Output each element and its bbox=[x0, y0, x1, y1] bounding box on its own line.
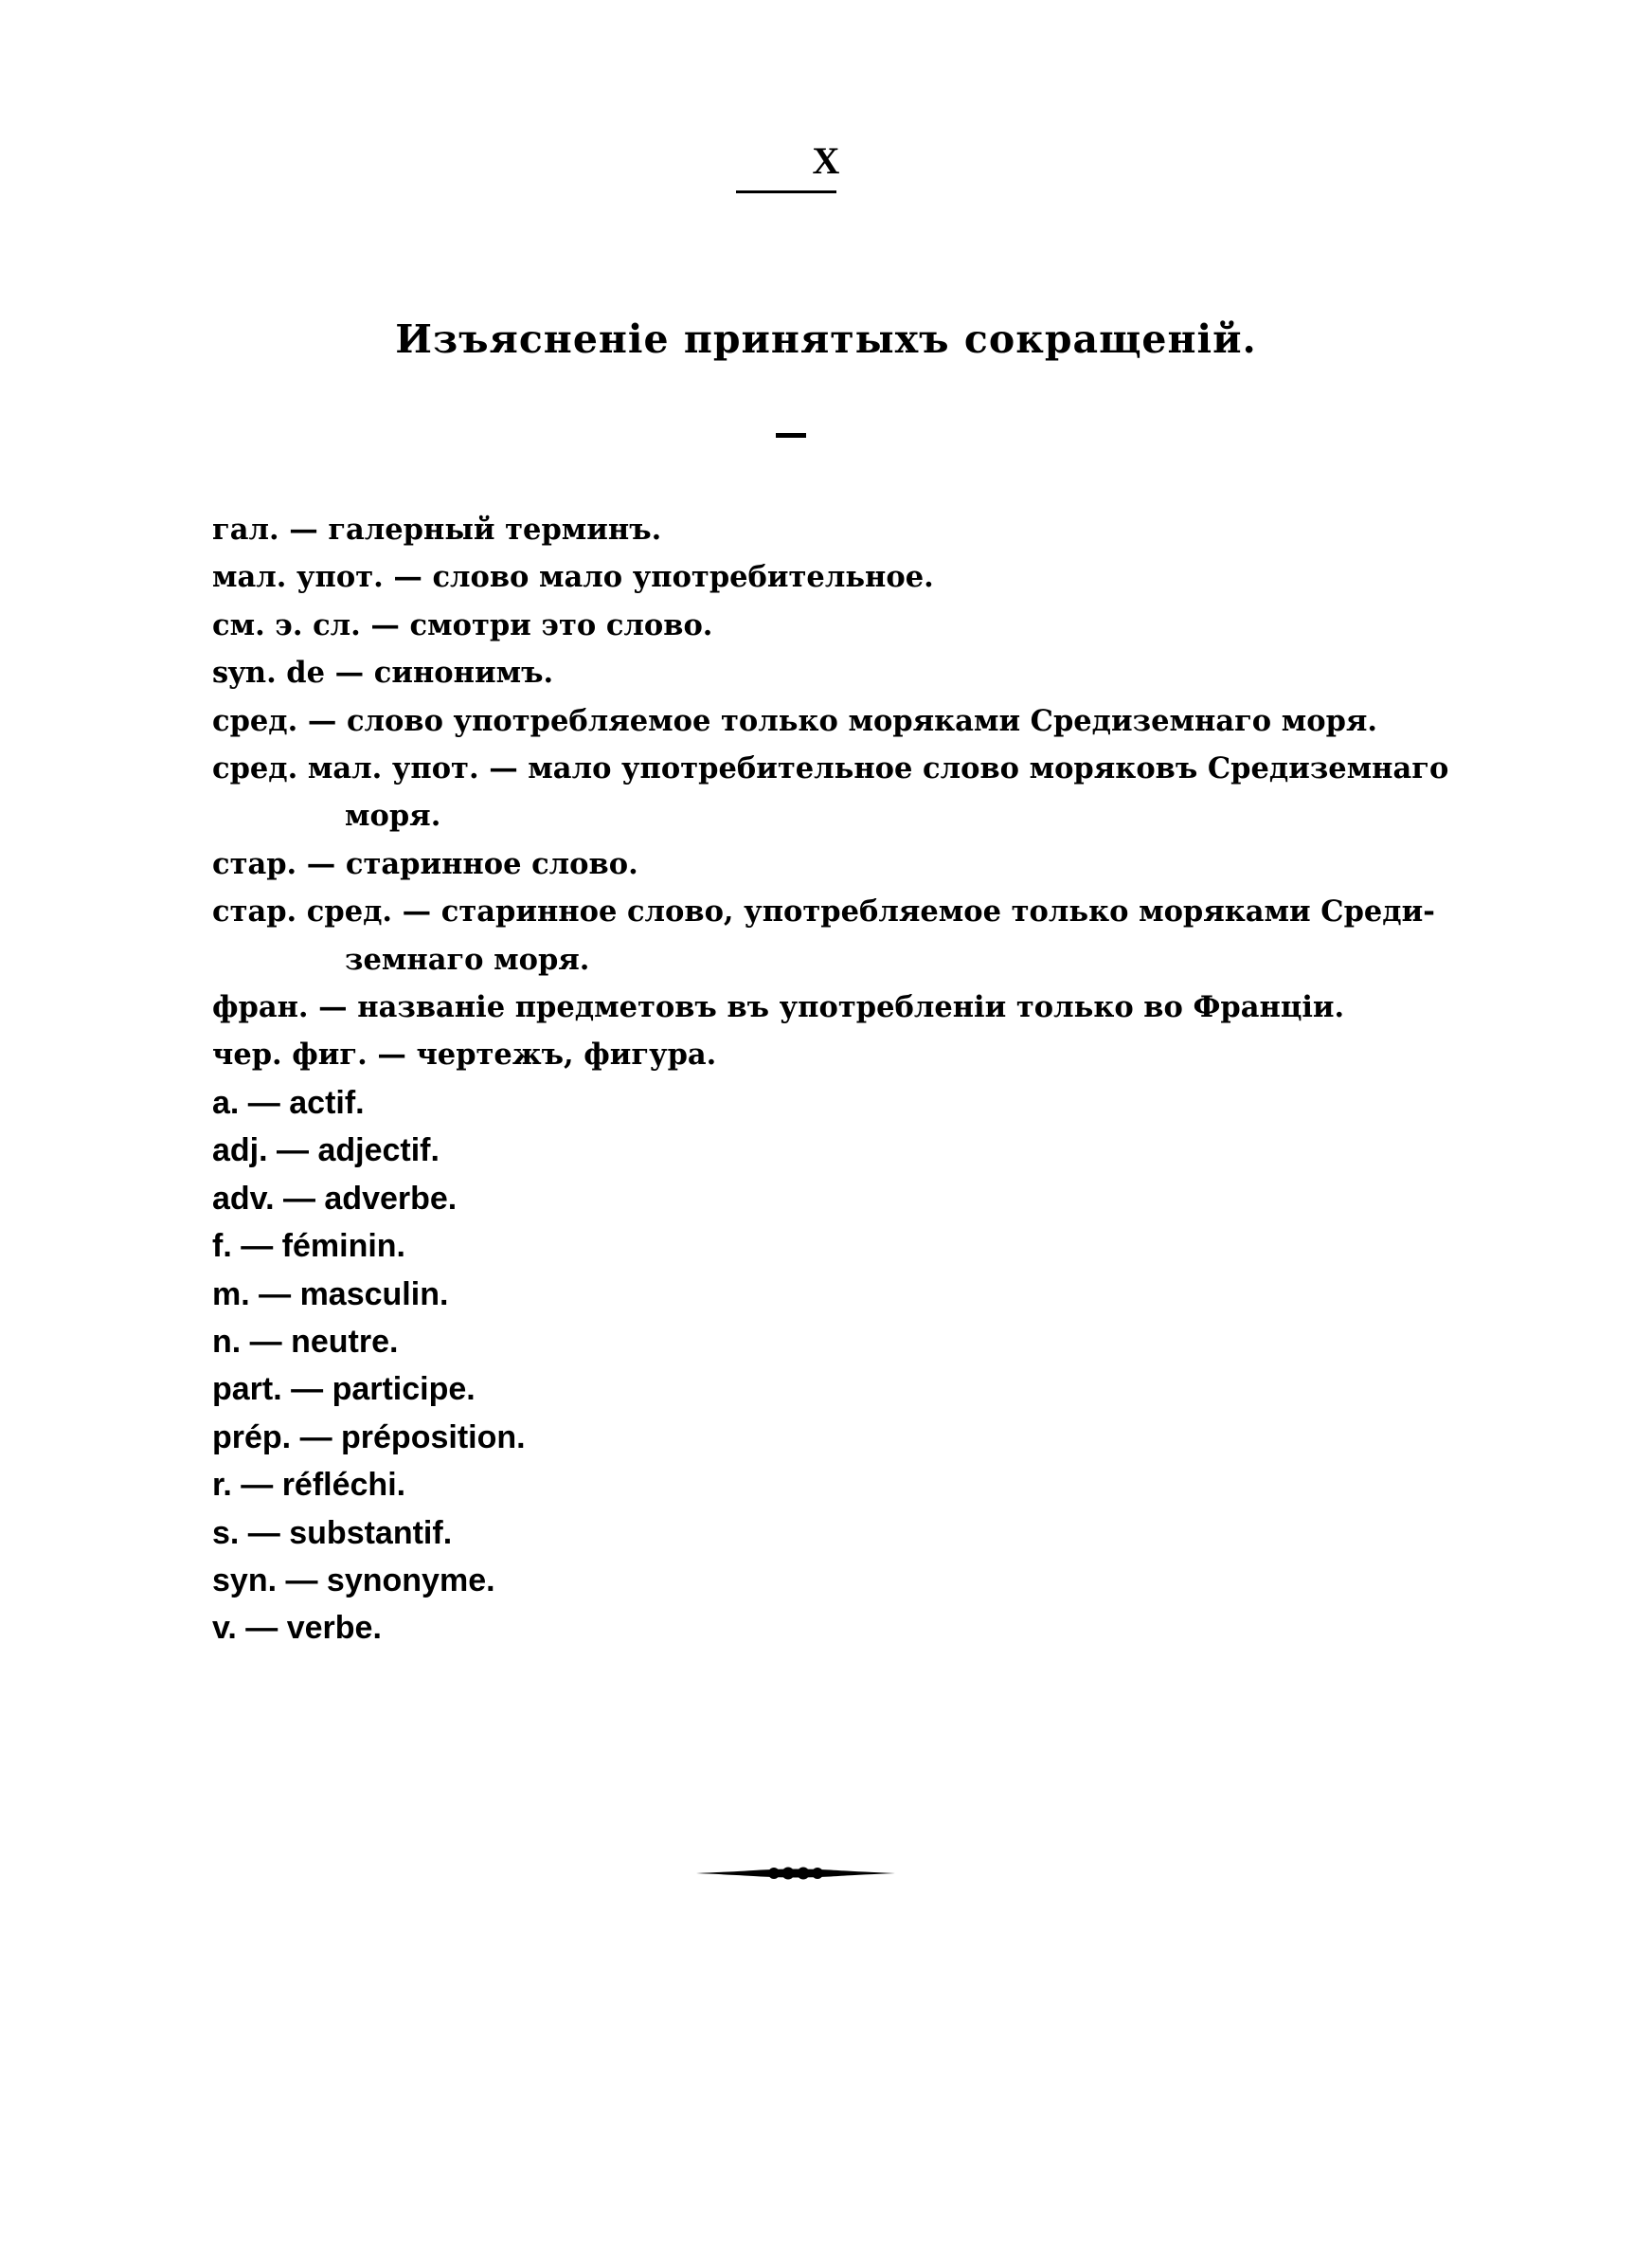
abbreviation-entry: m. — masculin. bbox=[212, 1275, 449, 1312]
abbreviation-entry: фран. — названіе предметовъ въ употребленіи только во Франціи. bbox=[212, 990, 1345, 1025]
abbreviation-entry: мал. упот. — слово мало употребительное. bbox=[212, 560, 934, 595]
abbreviation-continuation: земнаго моря. bbox=[345, 942, 590, 977]
abbreviation-entry: сред. — слово употребляемое только моряками Средиземнаго моря. bbox=[212, 703, 1378, 738]
abbreviation-entry: гал. — галерный терминъ. bbox=[212, 513, 662, 547]
abbreviation-entry: adj. — adjectif. bbox=[212, 1132, 440, 1169]
page-number: X bbox=[812, 139, 840, 182]
abbreviation-list bbox=[212, 506, 1481, 1652]
abbreviation-entry: prép. — préposition. bbox=[212, 1418, 526, 1455]
abbreviation-entry: n. — neutre. bbox=[212, 1323, 399, 1360]
abbreviation-entry: part. — participe. bbox=[212, 1371, 476, 1408]
abbreviation-continuation: моря. bbox=[345, 799, 441, 834]
abbreviation-entry: v. — verbe. bbox=[212, 1610, 382, 1647]
ornament-divider-icon bbox=[694, 1863, 897, 1884]
abbreviation-entry: syn. — synonyme. bbox=[212, 1562, 495, 1598]
page-number-rule bbox=[736, 190, 836, 193]
abbreviation-entry: syn. de — синонимъ. bbox=[212, 656, 554, 691]
title-dash-divider bbox=[776, 433, 806, 438]
abbreviation-entry: adv. — adverbe. bbox=[212, 1180, 458, 1217]
abbreviation-entry: стар. — старинное слово. bbox=[212, 846, 638, 881]
page-title: Изъясненіе принятыхъ сокращеній. bbox=[395, 316, 1257, 362]
abbreviation-entry: стар. сред. — старинное слово, употребляемое только моряками Среди- земнаго моря. bbox=[212, 888, 1481, 984]
abbreviation-entry: r. — réfléchi. bbox=[212, 1467, 406, 1504]
abbreviation-entry: чер. фиг. — чертежъ, фигура. bbox=[212, 1038, 717, 1073]
abbreviation-entry: a. — actif. bbox=[212, 1084, 365, 1121]
abbreviation-entry: s. — substantif. bbox=[212, 1514, 453, 1551]
abbreviation-entry: сред. мал. упот. — мало употребительное слово моряковъ Средиземнаго моря. bbox=[212, 745, 1481, 840]
abbreviation-entry: f. — féminin. bbox=[212, 1228, 405, 1265]
abbreviation-entry: см. э. сл. — смотри это слово. bbox=[212, 607, 713, 642]
